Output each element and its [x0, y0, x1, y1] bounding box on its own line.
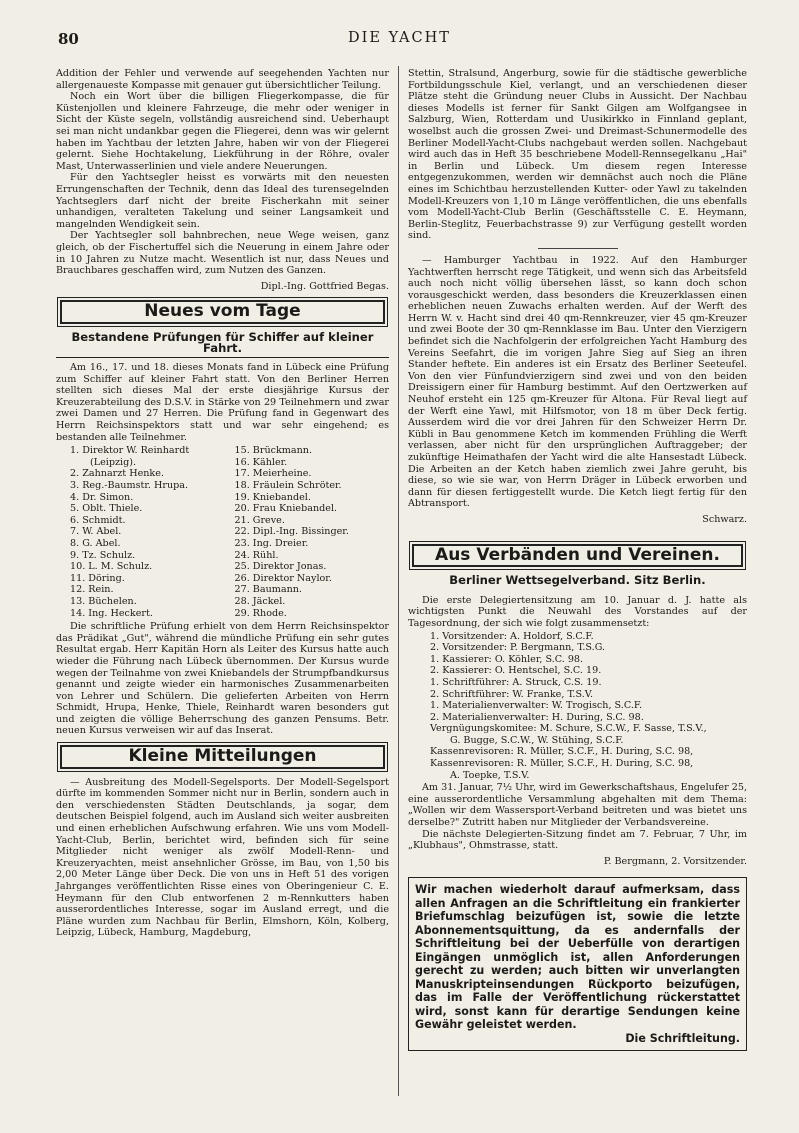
left-column: [56, 68, 389, 939]
article-heading: Berliner Wettsegelverband. Sitz Berlin.: [449, 573, 706, 588]
list-item: 2. Kassierer: O. Hentschel, S.C. 19.: [430, 665, 602, 677]
section-box-kleine-mitteilungen: Kleine Mitteilungen: [60, 745, 385, 769]
participant-column-b: [235, 445, 390, 619]
list-item: 25. Direktor Jonas.: [234, 561, 327, 573]
list-item: 10. L. M. Schulz.: [70, 561, 153, 573]
list-item: 2. Zahnarzt Henke.: [70, 468, 164, 480]
paragraph: Am 31. Januar, 7½ Uhr, wird im Gewerkschaftshaus, Engelufer 25, eine ausserordentliche Versammlung abgehalten mit dem Thema: „Wollen wir dem Wassersport-Verband beitreten und was bietet uns derselbe?" Zutritt haben nur Mitglieder der Verbandsvereine.: [408, 782, 747, 829]
paragraph: Die nächste Delegierten-Sitzung findet am 7. Februar, 7 Uhr, im „Klubhaus", Ohmstrasse, statt.: [408, 828, 747, 852]
article-heading: Bestandene Prüfungen für Schiffer auf kleiner Fahrt.: [56, 332, 389, 358]
list-item: 2. Schriftführer: W. Franke, T.S.V.: [430, 688, 594, 700]
list-item: 2. Materialienverwalter: H. During, S.C. 98.: [430, 711, 644, 723]
list-item: Kassenrevisoren: R. Müller, S.C.F., H. During, S.C. 98,: [430, 758, 694, 770]
list-item: 27. Baumann.: [234, 584, 302, 596]
running-title: DIE YACHT: [348, 30, 451, 46]
paragraph: Die erste Delegiertensitzung am 10. Januar d. J. hatte als wichtigsten Punkt die Neuwahl des Vorstandes auf der Tagesordnung, der sich wie folgt zusammensetzt:: [408, 594, 747, 629]
section-box-neues-vom-tage: Neues vom Tage: [60, 300, 385, 324]
list-item: 20. Frau Kniebandel.: [234, 503, 338, 515]
paragraph: — Ausbreitung des Modell-Segelsports. Der Modell-Segelsport dürfte im kommenden Sommer nicht nur in Berlin, sondern auch in den verschiedensten Städten Deutschlands, ja sogar, dem deutschen Beispiel folgend, auch im Ausland sich weiter ausbreiten und einen erheblichen Aufschwung erfahren. Wie uns vom Modell-Yacht-Club, Berlin, berichtet wird, befinden sich für seine Mitglieder nicht weniger als zwölf Modell-Renn- und Kreuzeryachten, meist ansehnlicher Grösse, im Bau, von 1,50 bis 2,00 Meter Länge über Deck. Die von uns in Heft 51 des vorigen Jahrganges veröffentlichten Risse eines von Oberingenieur C. E. Heymann für den Club entworfenen 2 m-Rennkutters haben ausserordentliches Interesse, sogar im Ausland erregt, und die Pläne wurden zum Nachbau für Berlin, Elmshorn, Köln, Kolberg, Leipzig, Lübeck, Hamburg, Magdeburg,: [56, 776, 389, 939]
page-number: 80: [58, 30, 79, 48]
list-item: 24. Rühl.: [234, 549, 279, 561]
author-signature: Dipl.-Ing. Gottfried Begas.: [260, 280, 389, 292]
list-item: 4. Dr. Simon.: [70, 491, 134, 503]
list-item: 17. Meierheine.: [234, 468, 312, 480]
paragraph: — Hamburger Yachtbau in 1922. Auf den Hamburger Yachtwerften herrscht rege Tätigkeit, und wenn sich das Arbeitsfeld auch noch nicht völlig übersehen lässt, so kann doch schon vorausgeschickt werden, dass besonders die Kreuzerklassen einen erheblichen neuen Zuwachs erhalten werden. Auf der Werft des Herrn W. v. Hacht sind drei 40 qm-Rennkreuzer, vier 45 qm-Kreuzer und zwei Boote der 30 qm-Rennklasse im Bau. Unter den Vierzigern befindet sich die Nachfolgerin der erfolgreichen Yacht Hamburg des Vereins Seefahrt, die im vorigen Jahre Sieg auf Sieg an ihren Stander heftete. Ein anderes ist ein Ersatz des Berliner Seeteufel. Von den vier Fünfundvierzigern sind zwei und von den beiden Dreissigern einer für Hamburg bestimmt. Auf den Oertzwerken auf Neuhof ersteht ein 125 qm-Kreuzer für Altona. Für Reval liegt auf der Werft eine Yawl, mit Hilfsmotor, von 18 m über Deck fertig. Ausserdem wird die vor drei Jahren für den Schweizer Herrn Dr. Kübli in Bau genommene Ketch im kommenden Frühling die Werft verlassen, aber nicht für den ursprünglichen Auftraggeber; der zukünftige Heimathafen der Yacht wird die alte Hansestadt Lübeck. Die Arbeiten an der Ketch haben ziemlich zwei Jahre geruht, bis diese, so wie sie war, von Herrn Dräger in Lübeck erworben und dann für diesen fertiggestellt wurde. Die Ketch liegt fertig für den Abtransport.: [408, 254, 747, 510]
author-signature: Schwarz.: [702, 513, 747, 525]
list-item: 14. Ing. Heckert.: [70, 607, 153, 619]
list-item: 8. G. Abel.: [70, 537, 121, 549]
list-item: 3. Reg.-Baumstr. Hrupa.: [70, 480, 189, 491]
list-item: (Leipzig).: [90, 456, 137, 468]
notice-signature: Die Schriftleitung.: [625, 1031, 740, 1045]
list-item: A. Toepke, T.S.V.: [450, 769, 530, 781]
list-item: 26. Direktor Naylor.: [234, 572, 332, 584]
paragraph: Der Yachtsegler soll bahnbrechen, neue Wege weisen, ganz gleich, ob der Fischertuffel sich die Neuerung in einem Jahre oder in 10 Jahren zu Nutze macht. Wesentlich ist nur, dass Neues und Brauchbares geschaffen wird, zum Nutzen des Ganzen.: [56, 230, 389, 277]
list-item: 21. Greve.: [234, 514, 285, 526]
list-item: 29. Rhode.: [234, 607, 287, 619]
list-item: 16. Kähler.: [234, 456, 288, 468]
list-item: 13. Büchelen.: [70, 595, 137, 607]
right-column: [408, 68, 747, 1051]
separator-rule: [538, 248, 618, 249]
editorial-notice: [408, 877, 747, 1051]
participant-list: [56, 445, 389, 619]
list-item: 22. Dipl.-Ing. Bissinger.: [234, 526, 349, 538]
list-item: 1. Kassierer: O. Köhler, S.C. 98.: [430, 653, 584, 665]
page-header: [58, 30, 741, 50]
paragraph: Für den Yachtsegler heisst es vorwärts mit den neuesten Errungenschaften der Technik, denn das Ideal des turensegelnden Yachtseglers darf nicht der breite Fischerkahn mit seiner unhandigen, veralteten Takelung und seiner Langsamkeit und mangelnden Wendigkeit sein.: [56, 172, 389, 230]
list-item: 1. Direktor W. Reinhardt: [70, 445, 190, 457]
list-item: 19. Kniebandel.: [234, 491, 311, 503]
list-item: 1. Materialienverwalter: W. Trogisch, S.C.F.: [430, 700, 643, 712]
paragraph: Noch ein Wort über die billigen Fliegerkompasse, die für Küstenjollen und kleinere Fahrzeuge, die mehr oder weniger in Sicht der Küste segeln, vollständig ausreichend sind. Ueberhaupt sei man nicht undankbar gegen die Fliegerei, denn was wir gelernt haben im Yachtbau der letzten Jahre, haben wir von der Fliegerei gelernt. Siehe Hochtakelung, Liekführung in der Röhre, ovaler Mast, Unterwasserlinien und viele andere Neuerungen.: [56, 91, 389, 172]
list-item: 2. Vorsitzender: P. Bergmann, T.S.G.: [430, 642, 606, 654]
notice-text: Wir machen wiederholt darauf aufmerksam, dass allen Anfragen an die Schriftleitung ein frankierter Briefumschlag beizufügen ist, sowie die letzte Abonnementsquittung, da es andernfalls der Schriftleitung bei der Ueberfülle von derartigen Eingängen unmöglich ist, allen Anforderungen gerecht zu werden; auch bitten wir unverlangten Manuskripteinsendungen Rückporto beizufügen, das im Falle der Veröffentlichung rückerstattet wird, sonst kann für derartige Sendungen keine Gewähr geleistet werden.: [415, 883, 740, 1032]
list-item: 11. Döring.: [70, 572, 125, 584]
list-item: 15. Brückmann.: [234, 445, 313, 457]
column-divider: [398, 66, 399, 1096]
list-item: 6. Schmidt.: [70, 514, 126, 526]
paragraph: Die schriftliche Prüfung erhielt von dem Herrn Reichsinspektor das Prädikat „Gut", während die mündliche Prüfung ein sehr gutes Resultat ergab. Herr Kapitän Horn als Leiter des Kursus hatte auch wieder die Führung nach Lübeck übernommen. Der Kursus wurde wegen der Teilnahme von zwei Kniebandels der Strumpfbandkursus genannt und zeigte wieder ein harmonisches Zusammenarbeiten von Lehrer und Schülern. Die gelieferten Arbeiten von Herrn Schmidt, Hrupa, Henke, Thiele, Reinhardt waren besonders gut und zeigten die völlige Beherrschung des ganzen Pensums. Betr. neuen Kursus verweisen wir auf das Inserat.: [56, 621, 389, 737]
paragraph: Stettin, Stralsund, Angerburg, sowie für die städtische gewerbliche Fortbildungsschule Kiel, verlangt, und an verschiedenen dieser Plätze steht die Gründung neuer Clubs in Aussicht. Der Nachbau dieses Modells ist ferner für Sankt Gilgen am Wolfgangsee in Salzburg, Wien, Rotterdam und Uusikirkko in Finnland geplant, woselbst auch die grossen Zwei- und Dreimast-Schunermodelle des Berliner Modell-Yacht-Clubs nachgebaut werden sollen. Nachgebaut wird auch das in Heft 35 beschriebene Modell-Rennsegelkanu „Hai" in Berlin und Lübeck. Um diesem regen Interesse entgegenzukommen, werden wir demnächst auch noch die Pläne eines im Schichtbau herzustellenden Kutter- oder Yawl zu takelnden Modell-Kreuzers von 1,10 m Länge veröffentlichen, die uns ebenfalls vom Modell-Yacht-Club Berlin (Geschäftsstelle C. E. Heymann, Berlin-Steglitz, Feuerbachstrasse 9) zur Verfügung gestellt worden sind.: [408, 68, 747, 242]
list-item: 1. Schriftführer: A. Struck, C.S. 19.: [430, 676, 602, 688]
paragraph: Addition der Fehler und verwende auf seegehenden Yachten nur allergenaueste Kompasse mit genauer gut übersichtlicher Teilung.: [56, 68, 389, 91]
paragraph: Am 16., 17. und 18. dieses Monats fand in Lübeck eine Prüfung zum Schiffer auf kleiner Fahrt statt. Von den Berliner Herren stellten sich dieses Mal der erste diesjährige Kursus der Kreuzerabteilung des D.S.V. in Stärke von 29 Teilnehmern und zwar zwei Damen und 27 Herren. Die Prüfung fand in Gegenwart des Herrn Reichsinspektors statt und war sehr eingehend; es bestanden alle Teilnehmer.: [56, 362, 389, 443]
section-box-aus-verbaenden: Aus Verbänden und Vereinen.: [412, 544, 743, 568]
list-item: 1. Vorsitzender: A. Holdorf, S.C.F.: [430, 630, 594, 642]
list-item: 18. Fräulein Schröter.: [234, 480, 342, 491]
list-item: 28. Jäckel.: [234, 595, 286, 607]
list-item: 5. Oblt. Thiele.: [70, 503, 143, 515]
list-item: 9. Tz. Schulz.: [70, 549, 136, 561]
list-item: 23. Ing. Dreier.: [234, 537, 309, 549]
list-item: Vergnügungskomitee: M. Schure, S.C.W., F. Sasse, T.S.V.,: [430, 723, 707, 735]
list-item: 12. Rein.: [70, 584, 114, 596]
board-list: [408, 631, 747, 782]
participant-column-a: [70, 445, 225, 619]
list-item: 7. W. Abel.: [70, 526, 122, 538]
author-signature: P. Bergmann, 2. Vorsitzender.: [603, 855, 747, 867]
list-item: Kassenrevisoren: R. Müller, S.C.F., H. During, S.C. 98,: [430, 746, 694, 758]
list-item: G. Bugge, S.C.W., W. Stühing, S.C.F.: [450, 734, 624, 746]
